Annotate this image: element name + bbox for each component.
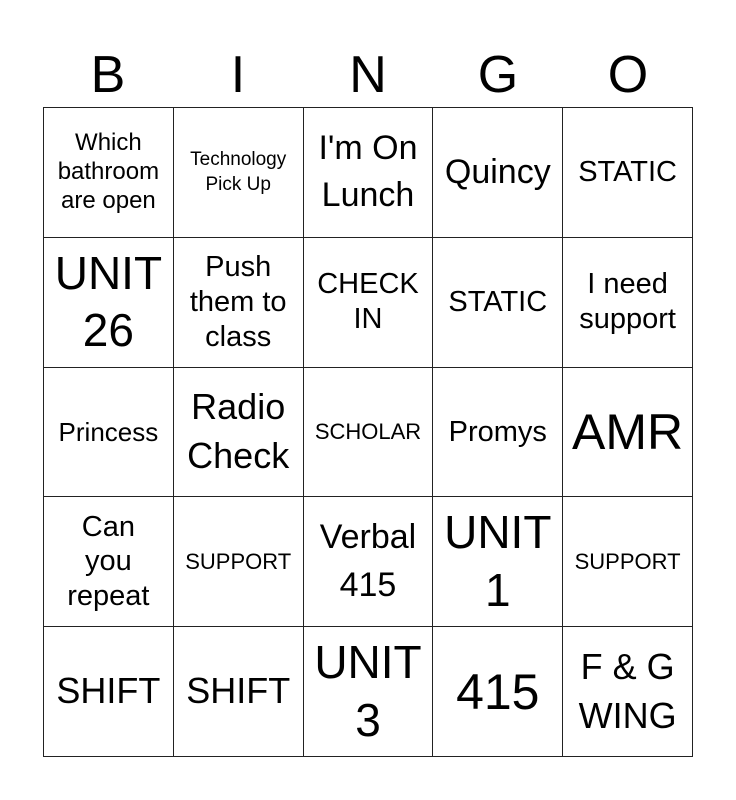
bingo-cell-14[interactable] [433, 368, 563, 498]
bingo-cell-label: Can you repeat [67, 510, 150, 613]
bingo-cell-label: SCHOLAR [314, 418, 422, 444]
header-letter-g: G [477, 46, 519, 104]
header-letter-i: I [230, 46, 246, 104]
bingo-cell-24[interactable] [433, 627, 563, 757]
bingo-cell-label: Which bathroom are open [57, 129, 160, 214]
bingo-cell-20[interactable] [563, 497, 693, 627]
bingo-cell-label: CHECK IN [317, 268, 419, 336]
bingo-cell-11[interactable] [44, 368, 174, 498]
bingo-cell-label: Verbal 415 [319, 518, 417, 604]
bingo-cell-label: I'm On Lunch [318, 128, 418, 215]
bingo-cell-23[interactable] [304, 627, 434, 757]
header-letter-b: B [90, 46, 126, 104]
header-letter-n: N [349, 46, 387, 104]
bingo-cell-17[interactable] [174, 497, 304, 627]
bingo-cell-label: UNIT 26 [54, 246, 163, 357]
bingo-cell-2[interactable] [174, 108, 304, 238]
bingo-cell-label: SUPPORT [185, 548, 292, 574]
bingo-cell-label: SHIFT [186, 670, 291, 712]
bingo-cell-15[interactable] [563, 368, 693, 498]
bingo-cell-21[interactable] [44, 627, 174, 757]
bingo-cell-13[interactable] [304, 368, 434, 498]
bingo-cell-18[interactable] [304, 497, 434, 627]
bingo-cell-16[interactable] [44, 497, 174, 627]
bingo-cell-label: Quincy [444, 152, 551, 191]
bingo-cell-label: Promys [448, 415, 547, 448]
bingo-cell-label: STATIC [448, 285, 548, 318]
bingo-cell-label: I need support [579, 268, 676, 336]
bingo-cell-5[interactable] [563, 108, 693, 238]
bingo-cell-label: Radio Check [187, 386, 290, 476]
bingo-cell-4[interactable] [433, 108, 563, 238]
bingo-cell-1[interactable] [44, 108, 174, 238]
bingo-cell-25[interactable] [563, 627, 693, 757]
bingo-cell-3[interactable] [304, 108, 434, 238]
header-letter-o: O [607, 46, 649, 104]
bingo-cell-label: 415 [456, 663, 540, 720]
bingo-cell-label: STATIC [578, 156, 677, 188]
bingo-header [43, 42, 693, 108]
bingo-cell-19[interactable] [433, 497, 563, 627]
bingo-card-grid [43, 107, 693, 757]
bingo-cell-label: UNIT 1 [444, 506, 552, 616]
bingo-cell-label: AMR [572, 403, 684, 460]
bingo-cell-label: SHIFT [56, 670, 161, 712]
bingo-cell-label: Push them to class [189, 251, 287, 353]
bingo-cell-6[interactable] [44, 238, 174, 368]
bingo-cell-label: UNIT 3 [314, 636, 422, 746]
bingo-cell-label: SUPPORT [574, 548, 681, 574]
bingo-cell-label: Technology Pick Up [190, 148, 287, 196]
bingo-cell-8[interactable] [304, 238, 434, 368]
bingo-cell-label: Princess [58, 416, 159, 447]
bingo-cell-label: F & G WING [578, 646, 677, 736]
bingo-cell-12[interactable] [174, 368, 304, 498]
bingo-cell-7[interactable] [174, 238, 304, 368]
bingo-cell-10[interactable] [563, 238, 693, 368]
bingo-cell-22[interactable] [174, 627, 304, 757]
bingo-cell-9[interactable] [433, 238, 563, 368]
